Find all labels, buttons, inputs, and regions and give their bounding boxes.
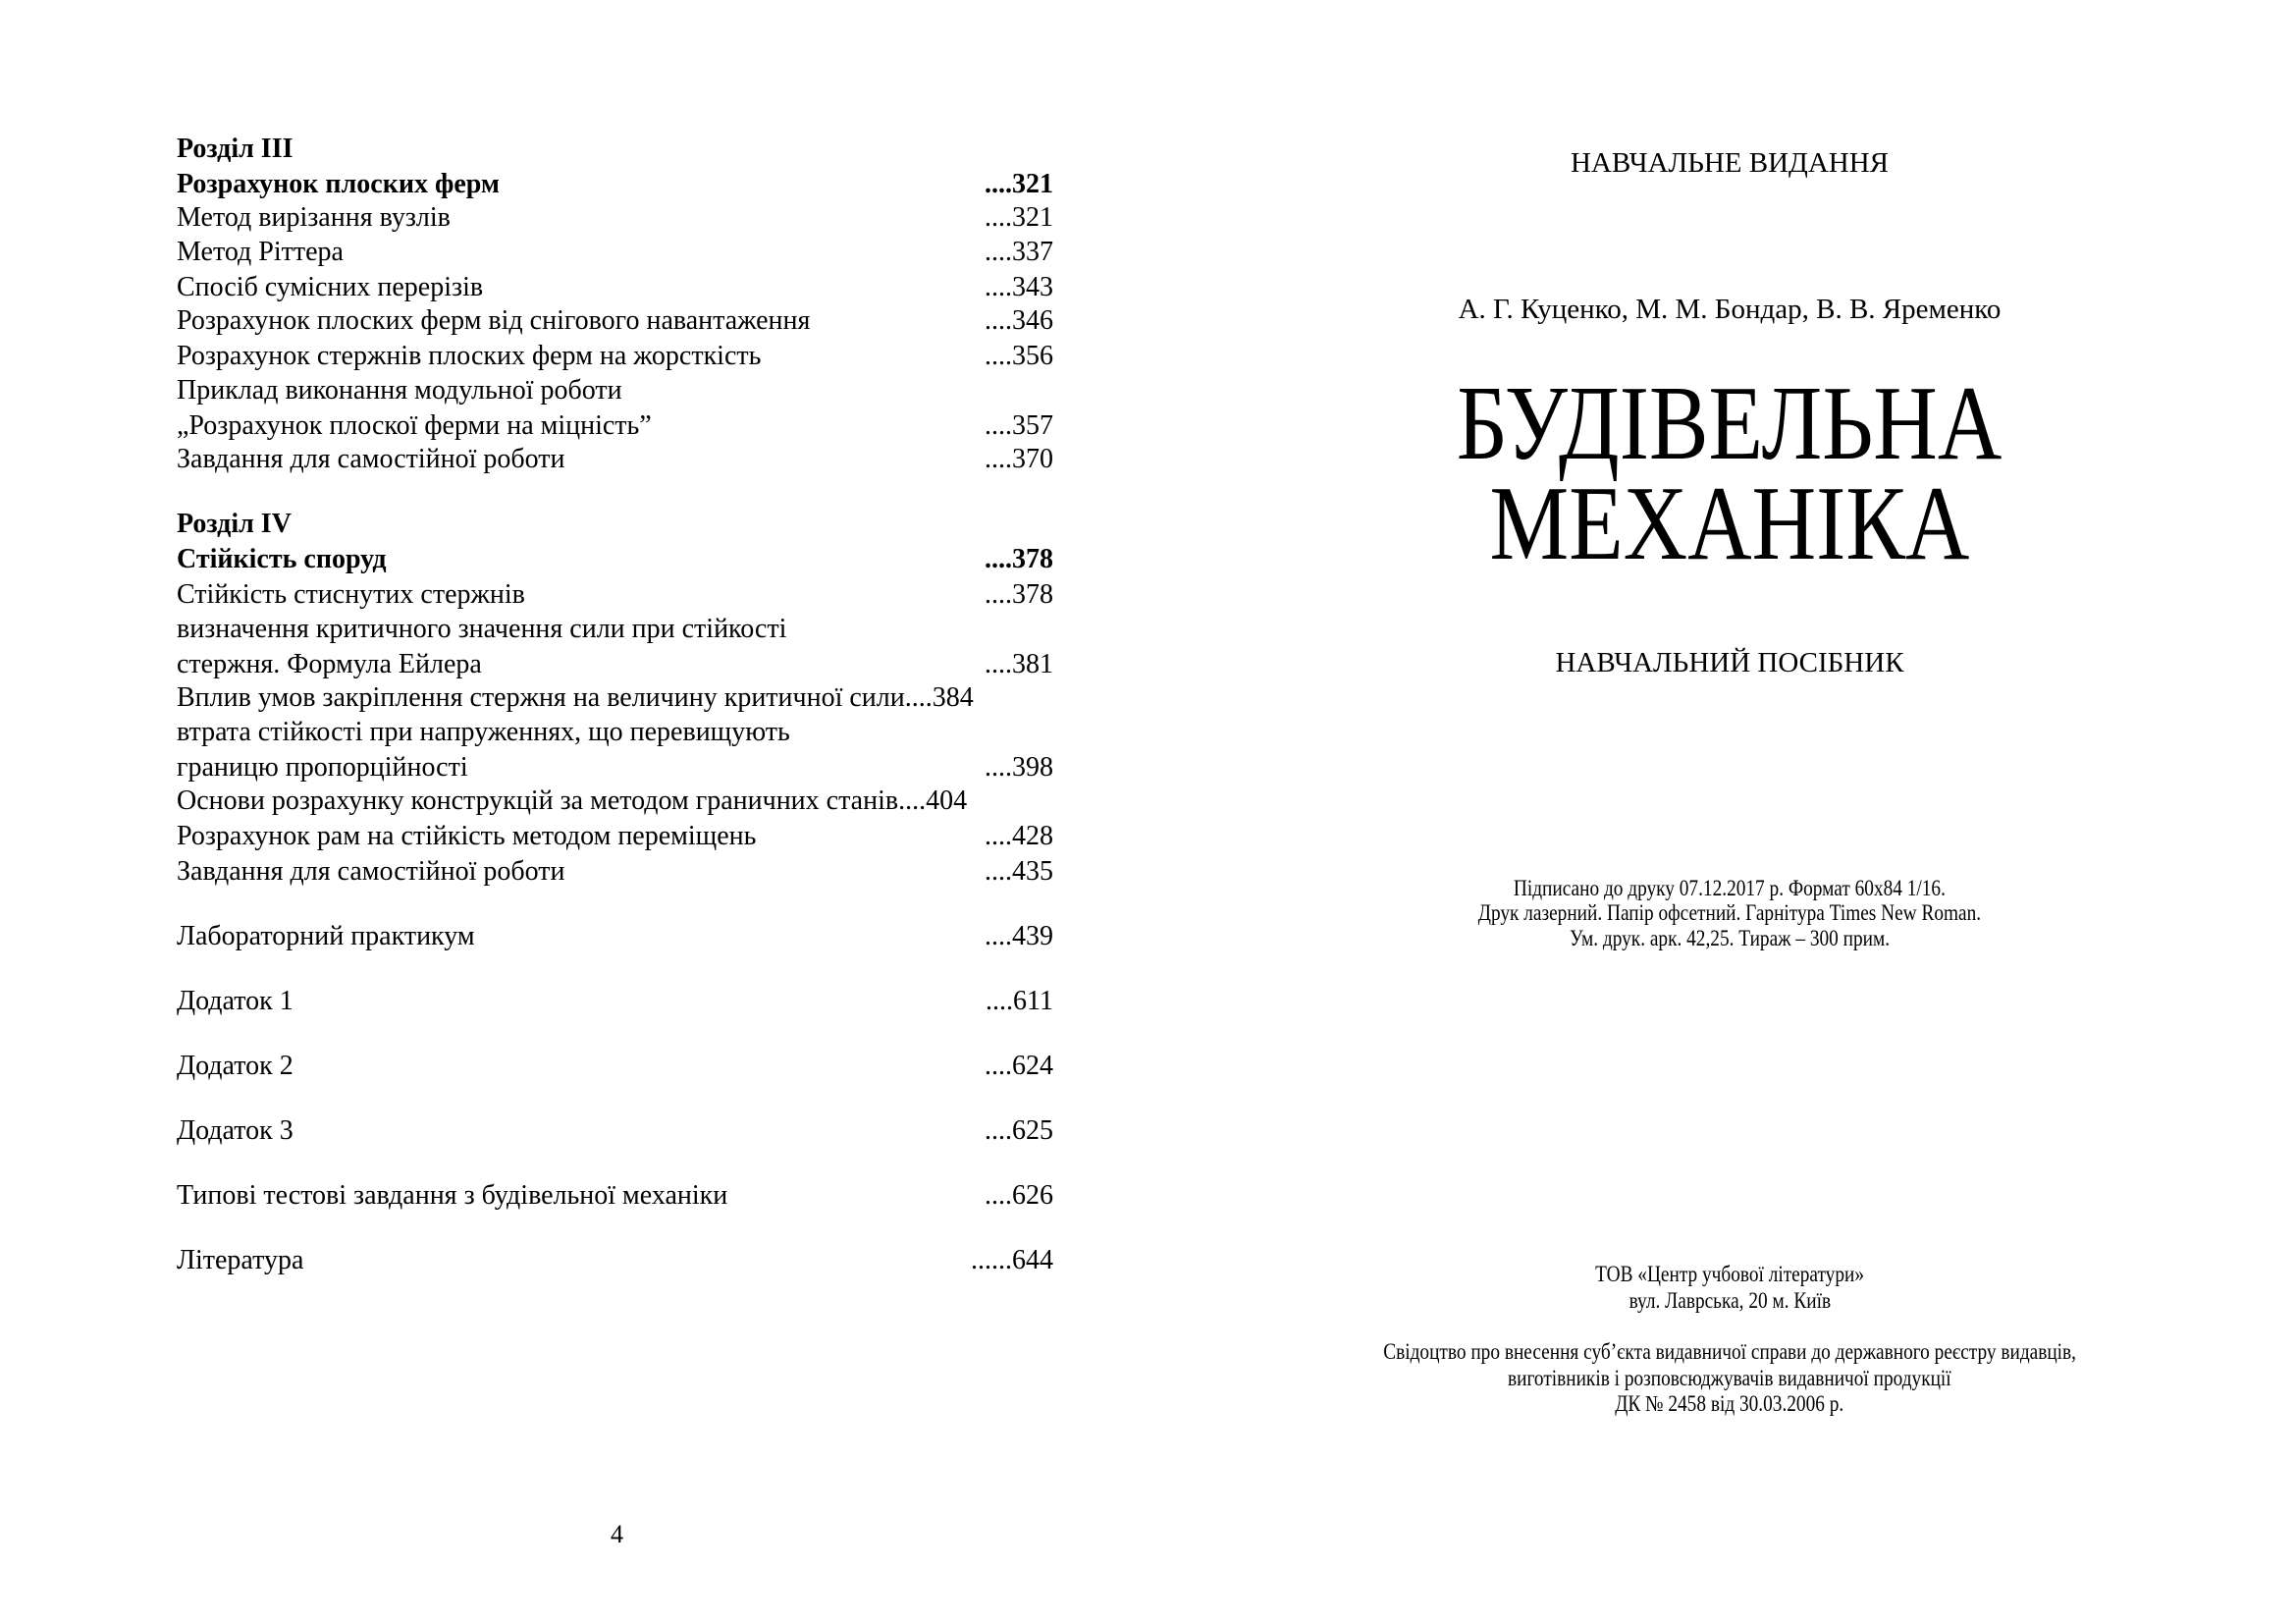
toc-entry xyxy=(177,443,1053,476)
publisher-line: вул. Лаврська, 20 м. Київ xyxy=(1629,1288,1831,1313)
certificate-line: Свідоцтво про внесення суб’єкта видавничої справи до державного реєстру видавців, xyxy=(1383,1339,2076,1364)
toc-entry-title: Спосіб сумісних перерізів xyxy=(177,271,484,302)
toc-entry-title: Завдання для самостійної роботи xyxy=(177,856,565,887)
toc-entry-title: втрата стійкості при напруженнях, що перевищують xyxy=(177,716,790,747)
toc-entry-title: Додаток 1 xyxy=(177,986,294,1016)
toc-entry xyxy=(177,304,1053,338)
toc-entry xyxy=(177,374,1053,407)
book-title-line-2: МЕХАНІКА xyxy=(1489,465,1970,582)
toc-entry-page: ....624 xyxy=(985,1051,1053,1081)
toc-entry-title: Розділ IV xyxy=(177,509,292,539)
toc-entry xyxy=(177,855,1053,889)
toc-entry-title: стержня. Формула Ейлера xyxy=(177,648,482,679)
toc-entry-page: ....337 xyxy=(985,236,1053,267)
toc-entry-page: ....439 xyxy=(985,921,1053,951)
toc-entry-title: Додаток 2 xyxy=(177,1051,294,1081)
toc-entry-page: ....378 xyxy=(985,544,1053,574)
toc-entry-page: ....398 xyxy=(985,751,1053,783)
toc-entry-title: Основи розрахунку конструкцій за методом граничних станів....404 xyxy=(177,785,968,816)
certificate-line: ДК № 2458 від 30.03.2006 р. xyxy=(1615,1391,1844,1416)
toc-entry xyxy=(177,785,1053,818)
toc-entry-title: Розрахунок рам на стійкість методом переміщень xyxy=(177,821,757,851)
toc-entry xyxy=(177,133,1053,166)
imprint-line: Підписано до друку 07.12.2017 р. Формат 60х84 1/16. xyxy=(1513,876,1947,900)
toc-entry xyxy=(177,168,1053,201)
toc-entry-page: ....378 xyxy=(985,579,1053,610)
page-number: 4 xyxy=(611,1520,623,1548)
toc-entry-title: Стійкість споруд xyxy=(177,544,387,574)
certificate-line: виготівників і розповсюджувачів видавничої продукції xyxy=(1508,1366,1951,1390)
toc-entry xyxy=(177,201,1053,235)
toc-entry-title: Стійкість стиснутих стержнів xyxy=(177,579,525,610)
toc-entry-page: ....611 xyxy=(986,986,1053,1016)
toc-entry-title: Додаток 3 xyxy=(177,1115,294,1146)
toc-entry-title: Вплив умов закріплення стержня на величину критичної сили....384 xyxy=(177,682,974,713)
toc-entry-page: ....357 xyxy=(985,409,1053,441)
edition-type: НАВЧАЛЬНЕ ВИДАННЯ xyxy=(1570,147,1890,179)
toc-entry-title: Лабораторний практикум xyxy=(177,921,475,951)
toc-entry xyxy=(177,1244,1053,1277)
toc-entry-page: ....356 xyxy=(985,341,1053,371)
toc-entry-title: Розрахунок стержнів плоских ферм на жорсткість xyxy=(177,341,762,371)
toc-entry xyxy=(177,340,1053,373)
toc-entry-title: Типові тестові завдання з будівельної механіки xyxy=(177,1180,728,1211)
subtitle: НАВЧАЛЬНИЙ ПОСІБНИК xyxy=(1555,647,1904,678)
toc-entry-title: Розрахунок плоских ферм від снігового навантаження xyxy=(177,305,811,336)
toc-entry xyxy=(177,409,1053,443)
toc-entry-title: Метод вирізання вузлів xyxy=(177,202,451,233)
toc-entry xyxy=(177,920,1053,953)
toc-entry-page: ....346 xyxy=(985,305,1053,336)
toc-entry xyxy=(177,751,1053,785)
toc-entry-page: ....321 xyxy=(985,168,1053,199)
book-title-line-1: БУДІВЕЛЬНА xyxy=(1457,365,2002,482)
toc-entry xyxy=(177,1179,1053,1213)
toc-entry-page: ....370 xyxy=(985,444,1053,474)
toc-entry-page: ....321 xyxy=(985,202,1053,233)
toc-entry-title: границю пропорційності xyxy=(177,751,468,783)
toc-entry xyxy=(177,985,1053,1018)
toc-entry xyxy=(177,508,1053,541)
authors: А. Г. Куценко, М. М. Бондар, В. В. Яременко xyxy=(1458,294,2002,325)
imprint-line: Друк лазерний. Папір офсетний. Гарнітура Times New Roman. xyxy=(1477,900,1982,925)
toc-entry xyxy=(177,1050,1053,1083)
toc-entry xyxy=(177,613,1053,646)
toc-entry-title: Приклад виконання модульної роботи xyxy=(177,374,622,406)
toc-entry-title: Завдання для самостійної роботи xyxy=(177,444,565,474)
toc-entry-page: ....626 xyxy=(985,1180,1053,1211)
imprint-line: Ум. друк. арк. 42,25. Тираж – 300 прим. xyxy=(1570,926,1890,950)
toc-entry-page: ....381 xyxy=(985,648,1053,679)
toc-entry-title: Розрахунок плоских ферм xyxy=(177,168,500,199)
toc-entry-page: ....435 xyxy=(985,856,1053,887)
toc-entry xyxy=(177,543,1053,576)
toc-entry-page: ....343 xyxy=(985,271,1053,302)
toc-entry-title: визначення критичного значення сили при стійкості xyxy=(177,613,787,644)
toc-entry xyxy=(177,648,1053,681)
toc-entry xyxy=(177,820,1053,853)
toc-entry xyxy=(177,578,1053,612)
toc-entry xyxy=(177,236,1053,269)
toc-entry-title: Література xyxy=(177,1245,304,1275)
toc-entry xyxy=(177,271,1053,304)
toc-entry-page: ....625 xyxy=(985,1115,1053,1146)
toc-entry xyxy=(177,1114,1053,1148)
toc-entry-title: Метод Ріттера xyxy=(177,236,344,267)
toc-entry xyxy=(177,716,1053,749)
toc-entry-title: Розділ III xyxy=(177,133,294,164)
toc-entry-page: ....428 xyxy=(985,821,1053,851)
toc-entry xyxy=(177,681,1053,715)
toc-entry-page: ......644 xyxy=(971,1245,1053,1275)
toc-entry-title: „Розрахунок плоскої ферми на міцність” xyxy=(177,409,652,441)
publisher-line: ТОВ «Центр учбової літератури» xyxy=(1595,1262,1864,1286)
